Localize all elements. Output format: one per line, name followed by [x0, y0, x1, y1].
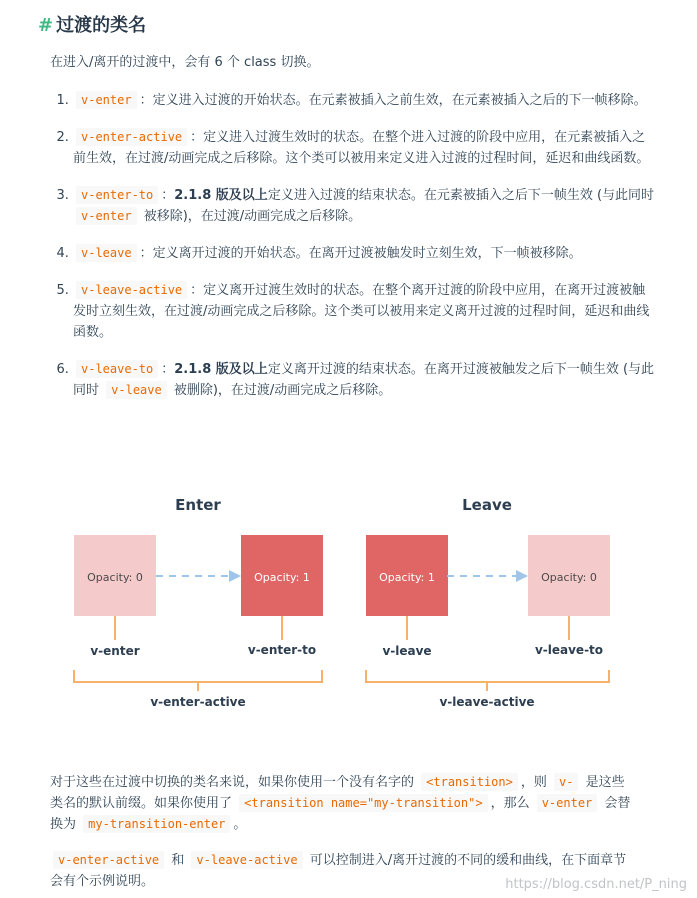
text: ：定义离开过渡生效时的状态。在整个离开过渡的阶段中应用，在离开过渡被触发时立刻生效，在过渡/动画完成之后移除。这个类可以被用来定义离开过渡的过程时间，延迟和曲线函数。 [73, 283, 650, 340]
class-label: v-enter-to [247, 643, 317, 657]
text: 可以控制进入/离开过渡的不同的缓和曲线，在下面章节会有个示例说明。 [50, 853, 627, 889]
bracket [366, 670, 609, 691]
text: ：定义离开过渡的开始状态。在离开过渡被触发时立刻生效，下一帧被移除。 [139, 246, 582, 261]
class-label: v-leave [382, 644, 432, 658]
text: ，那么 [490, 796, 534, 811]
list-item [73, 185, 658, 227]
text: ： [161, 188, 175, 203]
bold-text: 2.1.8 版及以上 [174, 362, 268, 377]
inline-code: v-enter-to [76, 186, 158, 204]
bracket [74, 670, 322, 691]
intro-paragraph: 在进入/离开的过渡中，会有 6 个 class 切换。 [50, 55, 320, 70]
inline-code: v-leave-active [191, 851, 302, 869]
list-item [73, 280, 658, 343]
opacity-label: Opacity: 1 [254, 571, 310, 584]
text: 是这些类名的默认前缀。如果你使用了 [50, 775, 625, 811]
inline-code: v-enter [76, 207, 137, 225]
watermark: https://blog.csdn.net/P_ning [505, 877, 687, 892]
heading-title: 过渡的类名 [56, 15, 147, 36]
class-label: v-leave-to [534, 643, 604, 657]
active-label: v-leave-active [439, 695, 535, 709]
prefix-paragraph [50, 772, 635, 835]
text: 会替换为 [50, 796, 631, 832]
inline-code: <transition> [421, 773, 518, 791]
inline-code: v- [554, 773, 578, 791]
section-heading [38, 11, 146, 37]
inline-code: v-leave-active [76, 281, 187, 299]
bold-text: 2.1.8 版及以上 [174, 188, 268, 203]
text: ：定义进入过渡生效时的状态。在整个进入过渡的阶段中应用，在元素被插入之前生效，在过渡/动画完成之后移除。这个类可以被用来定义进入过渡的过程时间，延迟和曲线函数。 [73, 130, 650, 166]
arrow-head-icon [516, 570, 528, 582]
inline-code: v-leave [76, 244, 137, 262]
arrow-head-icon [229, 570, 241, 582]
text: ： [161, 362, 175, 377]
text: 定义进入过渡的结束状态。在元素被插入之后下一帧生效 (与此同时 [267, 188, 655, 203]
anchor-link[interactable]: # [38, 15, 54, 36]
text: ：定义进入过渡的开始状态。在元素被插入之前生效，在元素被插入之后的下一帧移除。 [139, 93, 647, 108]
leave-title: Leave [462, 496, 512, 514]
opacity-label: Opacity: 0 [87, 571, 143, 584]
inline-code: v-leave-to [76, 360, 158, 378]
inline-code: v-enter-active [76, 128, 187, 146]
text: 。 [233, 817, 247, 832]
inline-code: v-enter [537, 794, 598, 812]
list-item [73, 243, 658, 264]
list-item [73, 127, 658, 169]
inline-code: v-leave [106, 381, 167, 399]
inline-code: my-transition-enter [83, 815, 230, 833]
inline-code: v-enter-active [53, 851, 164, 869]
text: 对于这些在过渡中切换的类名来说，如果你使用一个没有名字的 [50, 775, 419, 790]
active-label: v-enter-active [150, 695, 246, 709]
opacity-label: Opacity: 0 [541, 571, 597, 584]
inline-code: <transition name="my-transition"> [239, 794, 487, 812]
text: 定义离开过渡的结束状态。在离开过渡被触发之后下一帧生效 (与此同时 [73, 362, 655, 398]
list-item [73, 359, 658, 401]
class-list [50, 90, 658, 417]
opacity-label: Opacity: 1 [379, 571, 435, 584]
transition-diagram [0, 470, 697, 720]
list-item [73, 90, 658, 111]
class-label: v-enter [90, 644, 140, 658]
text: 和 [167, 853, 189, 868]
text: 被删除)，在过渡/动画完成之后移除。 [169, 383, 392, 398]
text: ，则 [520, 775, 551, 790]
enter-title: Enter [175, 496, 221, 514]
inline-code: v-enter [76, 91, 137, 109]
text: 被移除)，在过渡/动画完成之后移除。 [139, 209, 362, 224]
